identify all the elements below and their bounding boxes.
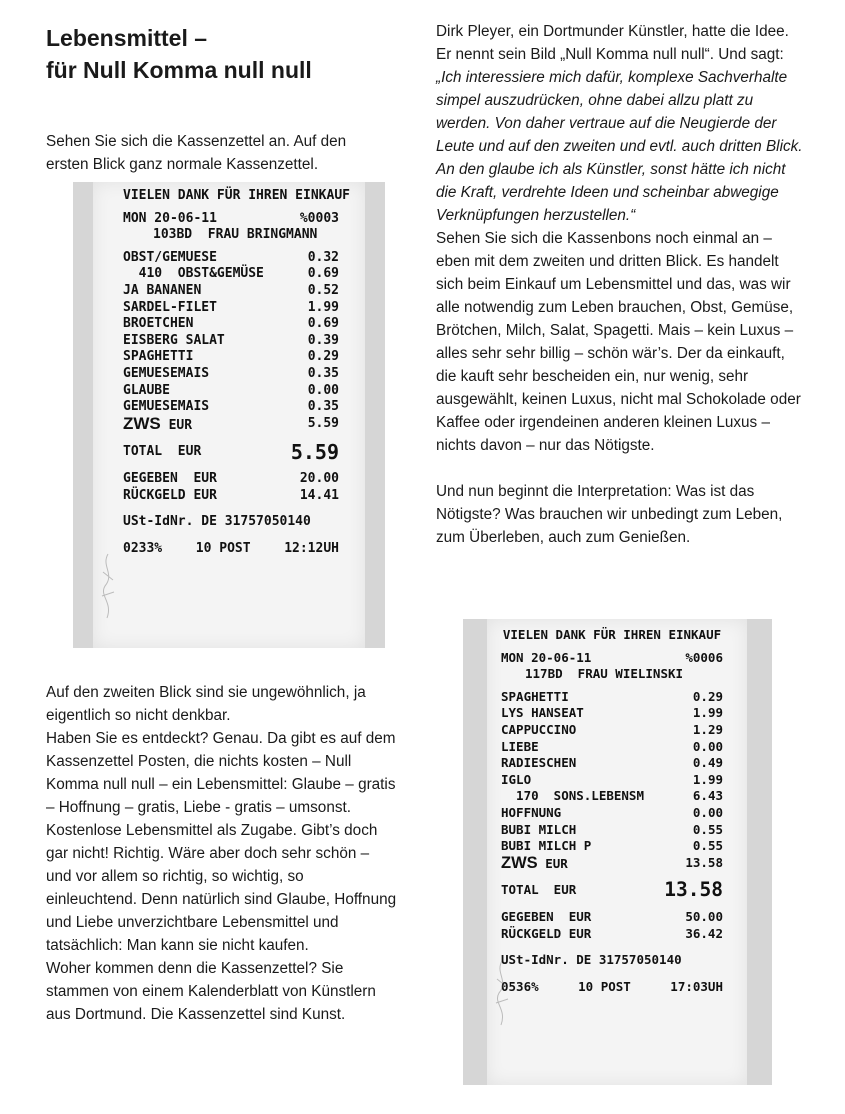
receipt-date-row (501, 650, 723, 667)
receipt-item-row (501, 822, 723, 839)
receipt-change-row (123, 488, 339, 505)
receipt-change-label: RÜCKGELD EUR (501, 925, 592, 941)
signature-scribble (491, 959, 513, 1029)
receipt-item-amount: 0.29 (307, 349, 339, 365)
receipt-zws-label (501, 855, 568, 873)
receipt-item-row (501, 705, 723, 722)
receipt-item-name: GEMUESEMAIS (123, 399, 210, 415)
receipt-time: 17:03UH (670, 978, 723, 994)
receipt-item-row (123, 250, 339, 267)
receipt-2 (487, 619, 747, 1085)
right-paragraph-2: Sehen Sie sich die Kassenbons noch einmal an – eben mit dem zweiten und dritten Blick. Es handelt sich beim Einkauf um Lebensmittel und das, was wir alle notwendig zum Leben brauchen, Obst, Gemüse, Brötchen, Milch, Salat, Spagetti. Mais – kein Luxus – alles sehr sehr billig – schön wär’s. Der da einkauft, die kauft sehr bescheiden ein, nur wenig, sehr ausgewählt, keinen Luxus, nicht mal Schokolade oder Kaffee oder irgendeinen anderen kleinen Luxus – nichts davon – nur das Nötigste. (436, 230, 801, 454)
receipt-zws-amount: 13.58 (685, 854, 723, 870)
receipt-date: MON 20-06-11 (123, 210, 217, 226)
receipt-footer (123, 541, 339, 558)
receipt-footer (501, 979, 723, 996)
receipt-total-label: TOTAL EUR (123, 444, 202, 460)
receipt-item-name: GEMUESEMAIS (123, 365, 210, 381)
receipt-item-name: SPAGHETTI (501, 688, 569, 704)
receipt-given-label: GEGEBEN EUR (123, 470, 217, 486)
receipt-given-amount: 50.00 (685, 908, 723, 924)
artist-intro: Dirk Pleyer, ein Dortmunder Künstler, hatte die Idee. Er nennt sein Bild „Null Komma null null“. Und sagt: (436, 23, 789, 63)
receipt-item-amount: 0.35 (307, 399, 339, 415)
receipt-item-name: RADIESCHEN (501, 755, 577, 771)
page-title (46, 22, 312, 86)
receipt-zws-amount: 5.59 (307, 415, 339, 431)
right-column-text (436, 20, 808, 549)
receipt-post: 10 POST (195, 540, 251, 556)
receipt-total-amount: 13.58 (664, 878, 723, 902)
receipt-item-amount: 0.29 (692, 688, 723, 704)
receipt-item-row (501, 722, 723, 739)
receipt-item-row (501, 755, 723, 772)
receipt-number: %0003 (299, 210, 339, 226)
receipt-item-row (123, 333, 339, 350)
right-paragraph-1 (436, 20, 808, 227)
receipt-post: 10 POST (578, 978, 631, 994)
receipt-item-name: IGLO (501, 771, 532, 787)
receipt-number: %0006 (685, 649, 723, 665)
receipt-vat-id: USt-IdNr. DE 31757050140 (123, 514, 311, 530)
receipt-item-name: GLAUBE (123, 382, 170, 398)
receipt-1 (93, 182, 365, 648)
left-paragraph-3: Kostenlose Lebensmittel als Zugabe. Gibt’s doch gar nicht! Richtig. Wäre aber doch sehr schön – und vor allem so richtig, so wichtig, so einleuchtend. Denn natürlich sind Glaube, Hoffnung und Liebe unverzichtbare Lebensmittel und tatsächlich: Man kann sie nicht kaufen. (46, 822, 397, 954)
receipt-cashier: 117BD FRAU WIELINSKI (525, 666, 684, 682)
receipt-total-row (123, 440, 339, 465)
receipt-item-amount: 1.99 (692, 771, 723, 787)
receipt-item-name: EISBERG SALAT (123, 332, 225, 348)
receipt-zws-currency: EUR (537, 855, 568, 871)
receipt-given-row (501, 909, 723, 926)
receipt-item-row (501, 689, 723, 706)
receipt-items (123, 250, 339, 435)
receipt-item-row (123, 383, 339, 400)
receipt-item-name: OBST/GEMUESE (123, 249, 217, 265)
receipt-item-amount: 0.55 (692, 821, 723, 837)
receipt-zws-row (123, 413, 339, 435)
receipt-item-name: BROETCHEN (123, 316, 194, 332)
receipt-given-label: GEGEBEN EUR (501, 908, 592, 924)
receipt-item-row (123, 349, 339, 366)
receipt-given-amount: 20.00 (299, 470, 339, 486)
receipt-photo-2 (463, 619, 772, 1085)
receipt-vat-id: USt-IdNr. DE 31757050140 (501, 952, 682, 968)
receipt-item-row (123, 366, 339, 383)
receipt-change-amount: 14.41 (299, 487, 339, 503)
receipt-content (123, 188, 350, 557)
receipt-item-amount: 0.00 (692, 804, 723, 820)
receipt-item-name: BUBI MILCH (501, 821, 577, 837)
receipt-item-row (123, 266, 339, 283)
receipt-change-label: RÜCKGELD EUR (123, 487, 217, 503)
left-paragraph-1: Auf den zweiten Blick sind sie ungewöhnlich, ja eigentlich so nicht denkbar. (46, 684, 366, 724)
receipt-item-name: 410 OBST&GEMÜSE (123, 266, 264, 282)
signature-scribble (97, 552, 119, 622)
receipt-zws: ZWS (123, 413, 161, 433)
receipt-item-amount: 0.35 (307, 365, 339, 381)
receipt-zws-row (501, 855, 723, 873)
receipt-item-name: LIEBE (501, 738, 539, 754)
receipt-items (501, 689, 723, 873)
receipt-date: MON 20-06-11 (501, 649, 592, 665)
receipt-item-amount: 0.00 (307, 382, 339, 398)
receipt-item-amount: 1.99 (307, 299, 339, 315)
receipt-item-row (501, 788, 723, 805)
receipt-register-id: 0233% (123, 540, 163, 556)
receipt-item-row (123, 283, 339, 300)
receipt-item-amount: 0.55 (692, 838, 723, 854)
receipt-change-row (501, 926, 723, 943)
title-line-2: für Null Komma null null (46, 57, 312, 83)
receipt-item-name: 170 SONS.LEBENSM (501, 788, 644, 804)
title-line-1: Lebensmittel – (46, 25, 208, 51)
right-paragraph-3: Und nun beginnt die Interpretation: Was ist das Nötigste? Was brauchen wir unbedingt zum Leben, zum Überleben, auch zum Genießen. (436, 483, 783, 546)
receipt-zws-label (123, 413, 193, 435)
receipt-header: VIELEN DANK FÜR IHREN EINKAUF (123, 188, 350, 203)
left-paragraph-4: Woher kommen denn die Kassenzettel? Sie stammen von einem Kalenderblatt von Künstlern aus Dortmund. Die Kassenzettel sind Kunst. (46, 960, 376, 1023)
left-intro (46, 130, 391, 176)
receipt-total-amount: 5.59 (290, 440, 339, 465)
receipt-register-id: 0536% (501, 978, 539, 994)
receipt-item-amount: 0.32 (307, 249, 339, 265)
intro-paragraph: Sehen Sie sich die Kassenzettel an. Auf den ersten Blick ganz normale Kassenzettel. (46, 133, 347, 173)
receipt-item-name: JA BANANEN (123, 282, 202, 298)
receipt-date-row (123, 211, 339, 228)
receipt-item-amount: 6.43 (692, 788, 723, 804)
artist-quote: „Ich interessiere mich dafür, komplexe Sachverhalte simpel auszudrücken, ohne dabei allzu platt zu werden. Von daher vertraue auf die Neugierde der Leute und auf den zweiten und evtl. auch dritten Blick. An den glaube ich als Künstler, sonst hätte ich nicht die Kraft, verdrehte Ideen und scheinbar abwegige Verknüpfungen herzustellen.“ (436, 69, 803, 224)
receipt-item-row (123, 300, 339, 317)
receipt-item-amount: 1.99 (692, 705, 723, 721)
receipt-item-name: HOFFNUNG (501, 804, 562, 820)
receipt-item-row (501, 805, 723, 822)
receipt-item-name: SPAGHETTI (123, 349, 194, 365)
receipt-header: VIELEN DANK FÜR IHREN EINKAUF (502, 627, 722, 642)
receipt-time: 12:12UH (284, 540, 339, 556)
receipt-photo-1 (73, 182, 385, 648)
left-paragraph-2: Haben Sie es entdeckt? Genau. Da gibt es auf dem Kassenzettel Posten, die nichts kosten – Null Komma null null – ein Lebensmittel: Glaube – gratis – Hoffnung – gratis, Liebe - gratis – umsonst. (46, 730, 396, 816)
receipt-item-row (501, 739, 723, 756)
receipt-zws-currency: EUR (160, 417, 193, 433)
receipt-zws: ZWS (501, 853, 538, 872)
receipt-item-amount: 0.69 (307, 316, 339, 332)
receipt-item-amount: 0.52 (307, 282, 339, 298)
receipt-given-row (123, 471, 339, 488)
receipt-item-amount: 1.29 (692, 721, 723, 737)
receipt-item-name: BUBI MILCH P (501, 838, 592, 854)
left-column-text (46, 681, 398, 1026)
receipt-change-amount: 36.42 (685, 925, 723, 941)
receipt-item-row (123, 316, 339, 333)
receipt-item-name: LYS HANSEAT (501, 705, 584, 721)
receipt-item-amount: 0.39 (307, 332, 339, 348)
receipt-item-row (501, 772, 723, 789)
receipt-content (501, 627, 723, 995)
receipt-item-amount: 0.49 (692, 755, 723, 771)
receipt-total-row (501, 878, 723, 902)
receipt-item-amount: 0.69 (307, 266, 339, 282)
receipt-total-label: TOTAL EUR (501, 882, 577, 898)
receipt-item-name: CAPPUCCINO (501, 721, 577, 737)
receipt-item-amount: 0.00 (692, 738, 723, 754)
receipt-item-name: SARDEL-FILET (123, 299, 217, 315)
receipt-item-row (501, 838, 723, 855)
receipt-cashier: 103BD FRAU BRINGMANN (153, 227, 318, 243)
